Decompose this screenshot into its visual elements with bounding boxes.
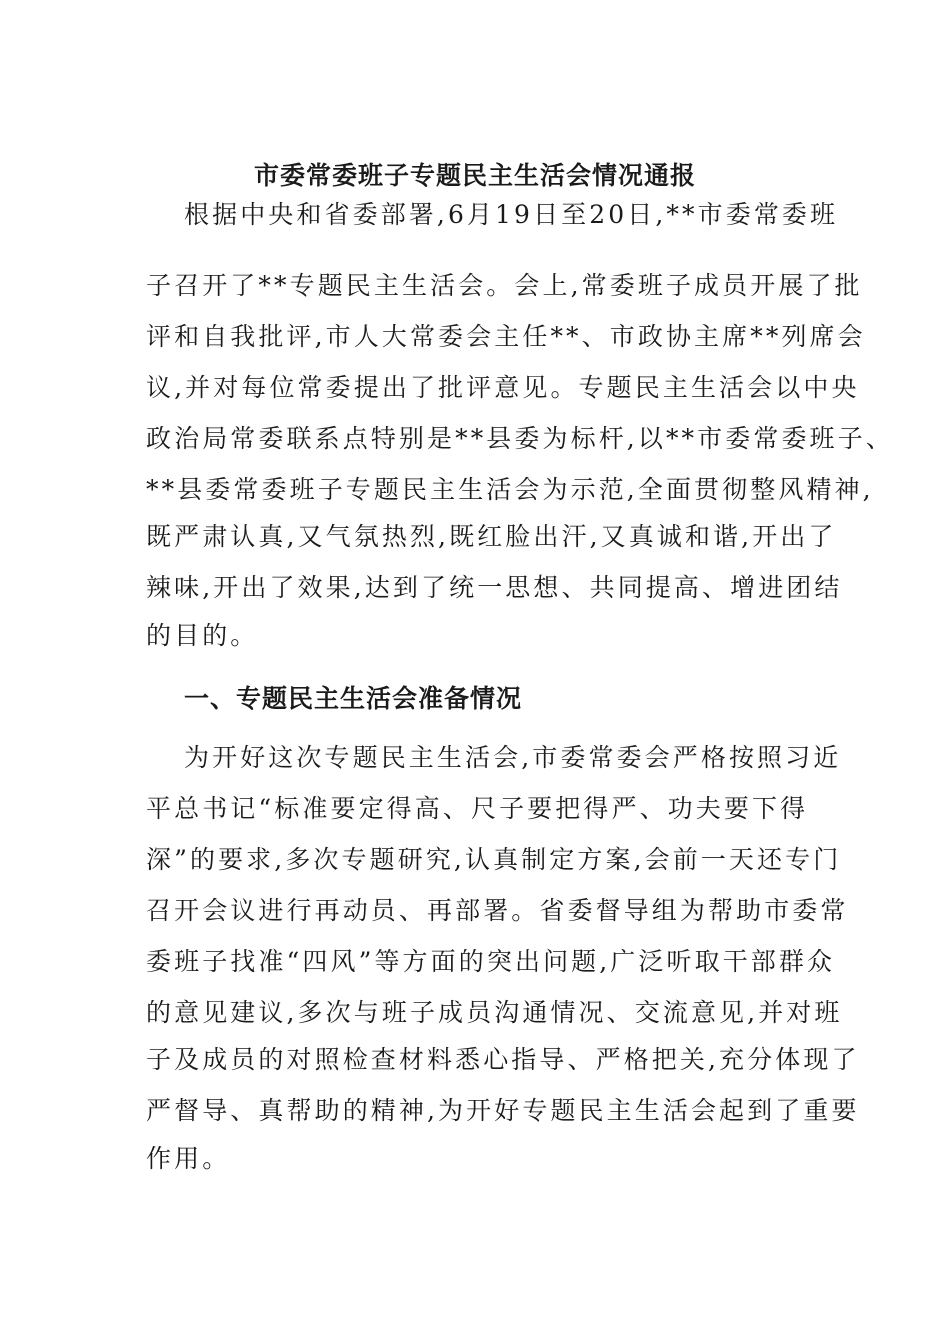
paragraph-line: 辣味,开出了效果,达到了统一思想、共同提高、增进团结 bbox=[146, 573, 843, 602]
paragraph-line: 作用。 bbox=[146, 1144, 231, 1173]
paragraph-line: 子召开了**专题民主生活会。会上,常委班子成员开展了批 bbox=[146, 271, 863, 300]
paragraph-line: 的意见建议,多次与班子成员沟通情况、交流意见,并对班 bbox=[146, 998, 843, 1027]
paragraph-line: 委班子找准“四风”等方面的突出问题,广泛听取干部群众 bbox=[146, 947, 836, 976]
paragraph-line: 的目的。 bbox=[146, 621, 259, 650]
paragraph-line: 为开好这次专题民主生活会,市委常委会严格按照习近 bbox=[184, 743, 842, 772]
paragraph-line: 评和自我批评,市人大常委会主任**、市政协主席**列席会 bbox=[146, 322, 866, 351]
paragraph-line: 根据中央和省委部署,6月19日至20日,**市委常委班 bbox=[184, 200, 839, 229]
paragraph-line: 平总书记“标准要定得高、尺子要把得严、功夫要下得 bbox=[146, 794, 809, 823]
paragraph-line: 议,并对每位常委提出了批评意见。专题民主生活会以中央 bbox=[146, 373, 860, 402]
document-title: 市委常委班子专题民主生活会情况通报 bbox=[253, 161, 696, 190]
paragraph-line: 政治局常委联系点特别是**县委为标杆,以**市委常委班子、 bbox=[146, 424, 894, 453]
paragraph-line: 子及成员的对照检查材料悉心指导、严格把关,充分体现了 bbox=[146, 1045, 860, 1074]
paragraph-line: 召开会议进行再动员、再部署。省委督导组为帮助市委常 bbox=[146, 896, 849, 925]
paragraph-line: 既严肃认真,又气氛热烈,既红脸出汗,又真诚和谐,开出了 bbox=[146, 522, 837, 551]
paragraph-line: 深”的要求,多次专题研究,认真制定方案,会前一天还专门 bbox=[146, 845, 842, 874]
paragraph-line: **县委常委班子专题民主生活会为示范,全面贯彻整风精神, bbox=[146, 475, 874, 504]
section-heading: 一、专题民主生活会准备情况 bbox=[184, 684, 523, 713]
paragraph-line: 严督导、真帮助的精神,为开好专题民主生活会起到了重要 bbox=[146, 1096, 860, 1125]
